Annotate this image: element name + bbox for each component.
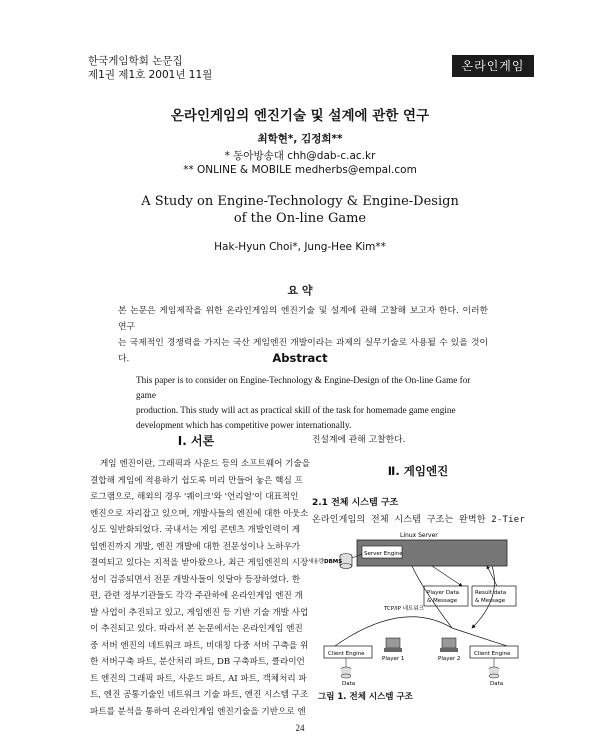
journal-info	[88, 54, 212, 82]
title-en-line1: A Study on Engine-Technology & Engine-Design	[141, 194, 459, 209]
abstract-en	[136, 373, 476, 433]
player2-label: Player 2	[438, 656, 461, 662]
data-label-2: Data	[490, 681, 504, 687]
section2-heading: Ⅱ. 게임엔진	[387, 464, 449, 478]
abstract-ko-line2: 는 국제적인 경쟁력을 가지는 국산 게임엔진 개발이라는 과제의 실무기술로 사용될 수 있을 것이다.	[118, 338, 488, 364]
abstract-en-line2: production. This study will act as practical skill of the task for homemade game engine	[136, 405, 456, 415]
paper-title-en	[0, 193, 600, 227]
player-data-label: Player Data	[427, 590, 459, 596]
subsection-2-1-text: 온라인게임의 전체 시스템 구조는 완벽한 2-Tier	[312, 515, 526, 525]
client-engine-label-1: Client Engine	[328, 651, 365, 657]
section1-line: 한 서버구축 파트, 분산처리 파트, DB 구축파트, 클라이언	[90, 657, 305, 667]
section1-line: 로그램으로, 해외의 경우 '퀘이크'와 '언리얼'이 대표적인	[90, 492, 299, 502]
section1-line: 임엔진까지 개발, 엔진 개발에 대한 전문성이나 노하우가	[90, 541, 301, 552]
section1-line: 중 서버 엔진의 네트워크 파트, 비대칭 다중 서버 구축을 위	[90, 640, 309, 651]
abstract-ko-line1: 본 논문은 게임제작을 위한 온라인게임의 엔진기술 및 설계에 관해 고찰해 보고자 한다. 이러한 연구	[118, 306, 488, 332]
result-data-label: Result data	[475, 590, 507, 596]
subsection-2-1-heading: 2.1 전체 시스템 구조	[312, 498, 399, 508]
section1-line: 파트를 분석을 통하여 온라인게임 엔진기술을 기반으로 엔	[90, 706, 306, 717]
section1-continuation: 진설계에 관해 고찰한다.	[312, 435, 406, 445]
linux-server-label: Linux Server	[400, 532, 438, 539]
player1-label: Player 1	[382, 656, 405, 662]
authors-ko: 최학현*, 김정희**	[257, 133, 343, 145]
abstract-en-line3: development which has competitive power internationally.	[136, 420, 352, 430]
journal-issue: 제1권 제1호 2001년 11월	[88, 69, 213, 81]
network-label: TCP/IP 네트워크	[384, 606, 424, 612]
section1-line: 이 추진되고 있다. 따라서 본 논문에서는 온라인게임 엔진	[90, 624, 303, 634]
affiliation-1: * 동아방송대 chh@dab-c.ac.kr	[224, 150, 376, 162]
section1-body	[90, 456, 311, 720]
section1-line: 트, 엔진 공통기술인 네트워크 기술 파트, 엔진 시스템 구조	[90, 690, 309, 700]
authors-en: Hak-Hyun Choi*, Jung-Hee Kim**	[214, 241, 386, 253]
section1-line: 싱도 일반화되었다. 국내서는 게임 콘텐츠 개발인력이 게	[90, 525, 301, 535]
dbms-prefix: 새용량	[308, 559, 324, 565]
journal-name: 한국게임학회 논문집	[88, 55, 183, 67]
page-number: 24	[295, 723, 305, 733]
abstract-ko-heading: 요 약	[287, 284, 313, 297]
title-en-line2: of the On-line Game	[233, 211, 367, 226]
player1-icon	[386, 638, 400, 648]
dbms-label: DBMS	[324, 559, 343, 565]
section1-line: 게임 엔진이란, 그래픽과 사운드 등의 소프트웨어 기술을	[100, 459, 311, 469]
section1-line: 엔진으로 자리잡고 있으며, 개발사들의 엔진에 대한 아웃소	[90, 508, 309, 519]
player-data-label2: & Message	[427, 598, 458, 604]
abstract-en-line1: This paper is to consider on Engine-Technology & Engine-Design of the On-line Game for game	[136, 375, 471, 400]
category-badge: 온라인게임	[452, 55, 534, 77]
affiliation-2: ** ONLINE & MOBILE medherbs@empal.com	[183, 164, 417, 176]
paper-title-ko: 온라인게임의 엔진기술 및 설계에 관한 연구	[170, 108, 430, 124]
system-architecture-figure	[302, 528, 530, 688]
data-label-1: Data	[342, 681, 356, 687]
player2-icon	[442, 638, 456, 648]
section1-heading: Ⅰ. 서론	[177, 434, 215, 448]
server-engine-label: Server Engine	[364, 551, 403, 557]
section1-line: 결합해 게임에 적용하기 쉽도록 미리 만들어 놓은 핵심 프	[90, 475, 303, 486]
figure-caption: 그림 1. 전체 시스템 구조	[318, 692, 413, 702]
abstract-en-heading: Abstract	[272, 351, 328, 365]
client-engine-label-2: Client Engine	[474, 651, 511, 657]
section1-line: 결여되고 있다는 지적을 받아왔으나, 최근 게임엔진의 시장	[90, 558, 309, 568]
section1-line: 트 엔진의 그래픽 파트, 사운드 파트, AI 파트, 객체처리 파	[90, 673, 307, 684]
section1-line: 성이 검증되면서 전문 개발사들이 잇달아 등장하였다. 한	[90, 574, 301, 585]
section1-line: 편, 관련 정부기관들도 각각 주관하에 온라인게임 엔진 개	[90, 591, 303, 601]
result-data-label2: & Message	[475, 598, 506, 604]
section1-line: 발 사업이 추진되고 있고, 게임엔진 등 기반 기술 개발 사업	[90, 607, 309, 618]
